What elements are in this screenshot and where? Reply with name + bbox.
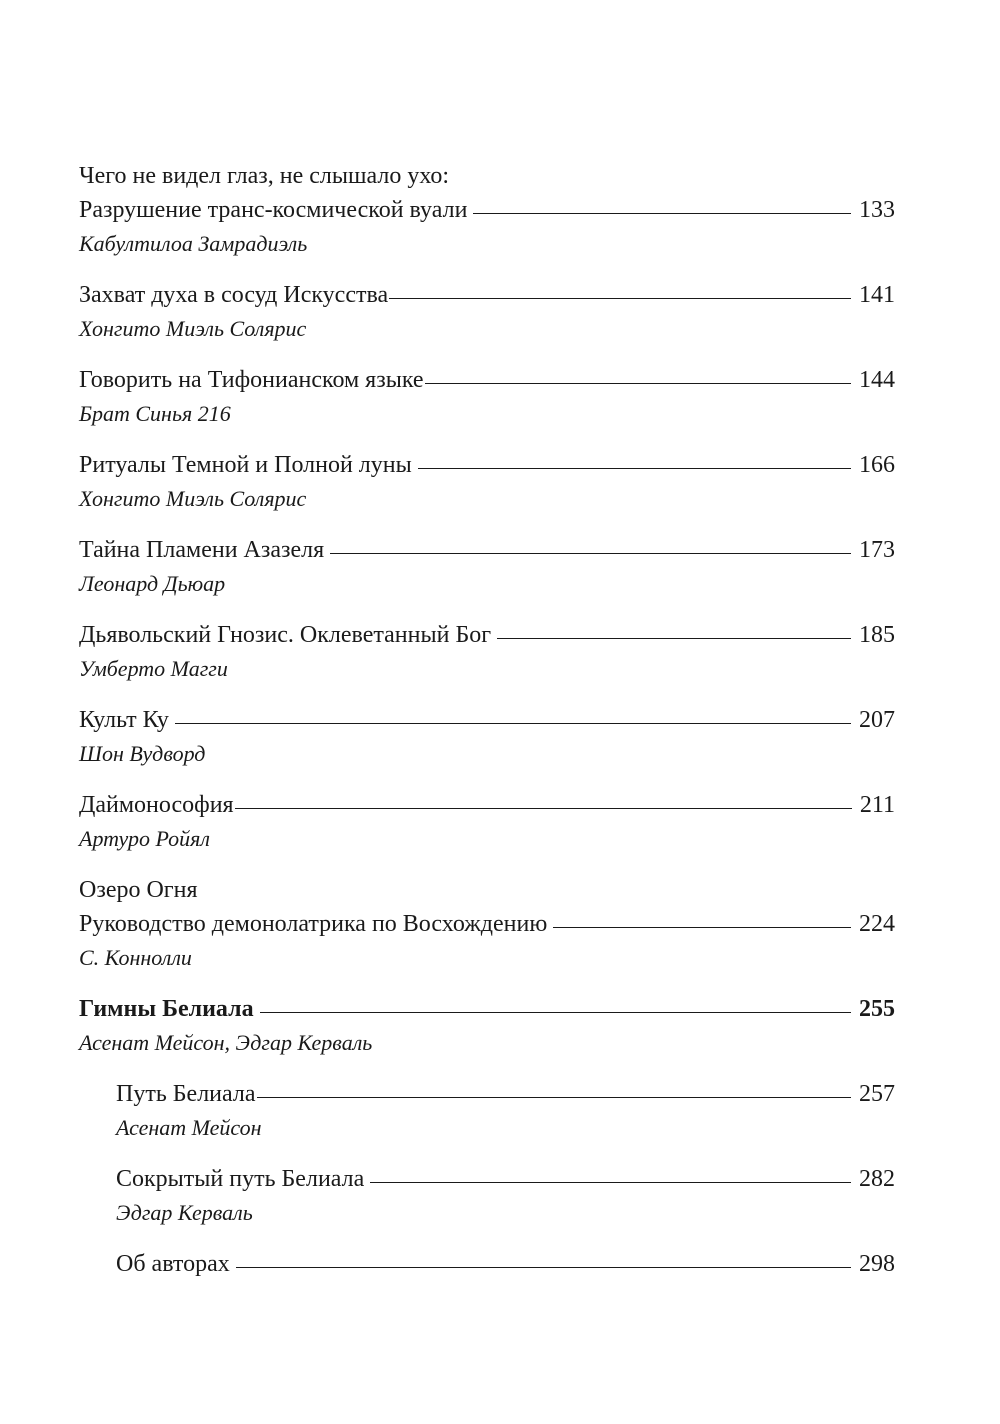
entry-title: Руководство демонолатрика по Восхождению [79, 911, 548, 937]
leader-line [235, 808, 852, 809]
toc-entry [79, 159, 895, 261]
entry-title: Захват духа в сосуд Искусства [79, 282, 389, 308]
entry-line [116, 1247, 895, 1281]
toc-entry-section [79, 992, 895, 1060]
toc-entry [79, 618, 895, 686]
entry-line [79, 278, 895, 312]
leader-line [553, 927, 851, 928]
leader-line [473, 213, 851, 214]
toc-subentry [79, 1247, 895, 1281]
entry-page-number: 133 [859, 197, 895, 223]
entry-title: Гимны Белиала [79, 996, 254, 1022]
entry-author: Брат Синья 216 [79, 401, 231, 426]
leader-line [257, 1097, 851, 1098]
entry-page-number: 173 [859, 537, 895, 563]
leader-line [370, 1182, 851, 1183]
entry-title: Культ Ку [79, 707, 169, 733]
entry-title: Даймонософия [79, 792, 234, 818]
entry-title: Сокрытый путь Белиала [116, 1166, 365, 1192]
toc-entry [79, 788, 895, 856]
toc-subentry [79, 1077, 895, 1145]
entry-author: Шон Вудворд [79, 741, 206, 766]
leader-line [330, 553, 851, 554]
entry-page-number: 144 [859, 367, 895, 393]
entry-page-number: 255 [859, 996, 895, 1022]
toc-subentry [79, 1162, 895, 1230]
leader-line [236, 1267, 851, 1268]
leader-line [425, 383, 851, 384]
entry-author: Хонгито Миэль Солярис [79, 316, 307, 341]
entry-author: Хонгито Миэль Солярис [79, 486, 307, 511]
entry-title: Дьявольский Гнозис. Оклеветанный Бог [79, 622, 492, 648]
toc-entry [79, 533, 895, 601]
entry-author: Умберто Магги [79, 656, 228, 681]
entry-line [79, 703, 895, 737]
toc-entry [79, 703, 895, 771]
entry-author: Леонард Дьюар [79, 571, 226, 596]
entry-line [79, 193, 895, 227]
entry-line [79, 907, 895, 941]
entry-page-number: 257 [859, 1081, 895, 1107]
entry-author: Асенат Мейсон, Эдгар Керваль [79, 1030, 373, 1055]
leader-line [260, 1012, 851, 1013]
entry-line [79, 448, 895, 482]
leader-line [497, 638, 851, 639]
entry-line [79, 788, 895, 822]
toc-entry [79, 873, 895, 975]
entry-pretitle: Чего не видел глаз, не слышало ухо: [79, 163, 450, 189]
entry-author: Кабултилоа Замрадиэль [79, 231, 308, 256]
entry-page-number: 298 [859, 1251, 895, 1277]
entry-title: Об авторах [116, 1251, 230, 1277]
entry-page-number: 211 [859, 792, 895, 818]
entry-page-number: 185 [859, 622, 895, 648]
entry-title: Путь Белиала [116, 1081, 256, 1107]
table-of-contents [79, 159, 895, 1298]
entry-line [79, 992, 895, 1026]
toc-entry [79, 448, 895, 516]
leader-line [389, 298, 851, 299]
entry-page-number: 207 [859, 707, 895, 733]
entry-title: Разрушение транс-космической вуали [79, 197, 468, 223]
toc-entry [79, 278, 895, 346]
entry-line [79, 533, 895, 567]
entry-title: Говорить на Тифонианском языке [79, 367, 424, 393]
entry-line [79, 363, 895, 397]
entry-pretitle: Озеро Огня [79, 877, 198, 903]
entry-page-number: 224 [859, 911, 895, 937]
entry-page-number: 166 [859, 452, 895, 478]
entry-author: С. Коннолли [79, 945, 192, 970]
toc-entry [79, 363, 895, 431]
entry-line [116, 1162, 895, 1196]
entry-author: Артуро Ройял [79, 826, 210, 851]
entry-line [79, 618, 895, 652]
entry-author: Эдгар Керваль [116, 1200, 253, 1225]
entry-title: Тайна Пламени Азазеля [79, 537, 325, 563]
leader-line [418, 468, 851, 469]
entry-page-number: 141 [859, 282, 895, 308]
entry-line [116, 1077, 895, 1111]
leader-line [175, 723, 851, 724]
entry-author: Асенат Мейсон [116, 1115, 262, 1140]
entry-title: Ритуалы Темной и Полной луны [79, 452, 412, 478]
entry-page-number: 282 [859, 1166, 895, 1192]
